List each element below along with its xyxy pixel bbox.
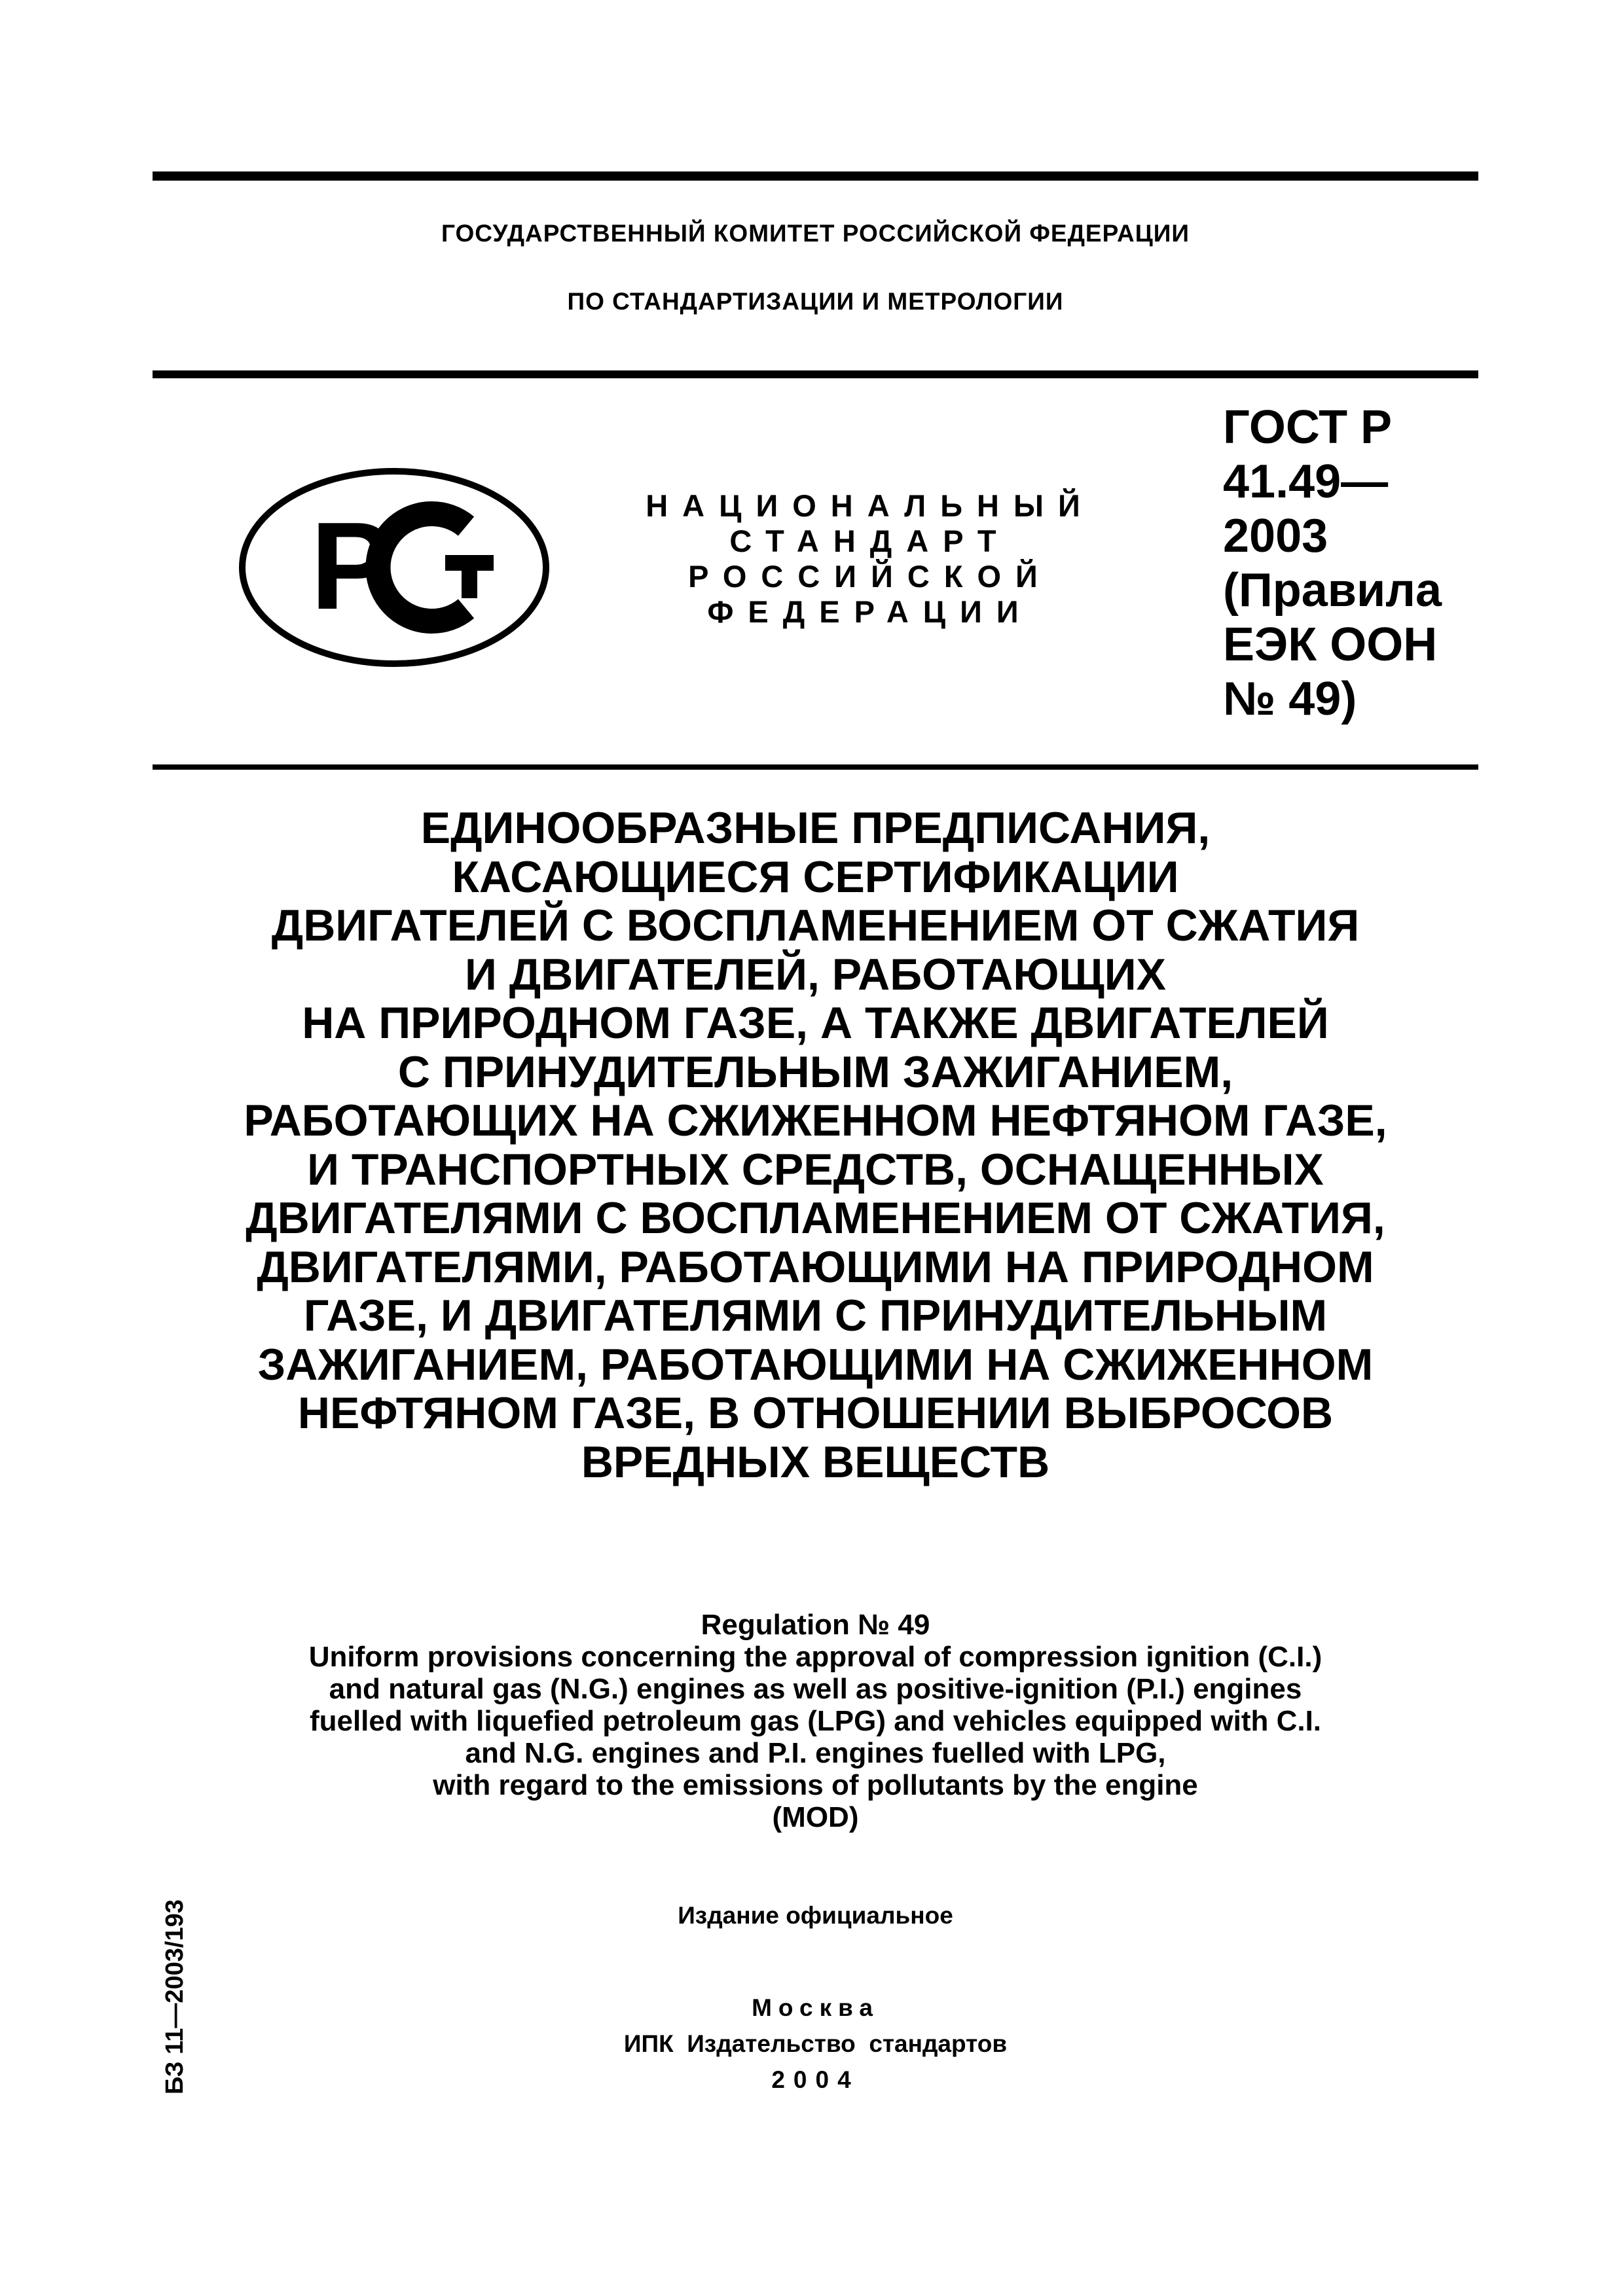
title-line: ЗАЖИГАНИЕМ, РАБОТАЮЩИМИ НА СЖИЖЕННОМ (257, 1339, 1374, 1390)
publisher-block (153, 1990, 1478, 2098)
english-title-line: Uniform provisions concerning the approval of compression ignition (C.I.) (308, 1641, 1322, 1673)
publication-year: 2004 (771, 2066, 860, 2093)
title-line: НА ПРИРОДНОМ ГАЗЕ, А ТАКЖЕ ДВИГАТЕЛЕЙ (302, 998, 1329, 1048)
english-title-line: and N.G. engines and P.I. engines fuelled with LPG, (465, 1737, 1166, 1769)
title-line: КАСАЮЩИЕСЯ СЕРТИФИКАЦИИ (452, 852, 1179, 902)
national-standard-line-4: ФЕДЕРАЦИИ (707, 594, 1033, 629)
designation-line-2: 41.49— (1223, 456, 1389, 508)
english-title-line: and natural gas (N.G.) engines as well as positive-ignition (P.I.) engines (329, 1673, 1302, 1705)
standard-designation (1223, 401, 1485, 726)
document-title-russian (153, 804, 1478, 1486)
title-line: НЕФТЯНОМ ГАЗЕ, В ОТНОШЕНИИ ВЫБРОСОВ (297, 1388, 1334, 1438)
publisher-name: ИПК Издательство стандартов (623, 2030, 1008, 2057)
gost-r-logo (237, 466, 551, 669)
designation-line-3: 2003 (1223, 510, 1328, 562)
national-standard-line-1: НАЦИОНАЛЬНЫЙ (646, 488, 1095, 523)
designation-line-4: (Правила (1223, 564, 1442, 617)
top-rule (153, 171, 1478, 181)
title-line: ДВИГАТЕЛЯМИ С ВОСПЛАМЕНЕНИЕМ ОТ СЖАТИЯ, (246, 1193, 1385, 1243)
org-name-line-1: ГОСУДАРСТВЕННЫЙ КОМИТЕТ РОССИЙСКОЙ ФЕДЕРАЦИИ (441, 220, 1190, 247)
official-edition-label: Издание официальное (678, 1902, 953, 1929)
national-standard-line-2: СТАНДАРТ (729, 524, 1011, 558)
modification-note: (MOD) (772, 1801, 859, 1833)
title-rule (153, 764, 1478, 770)
designation-line-1: ГОСТ Р (1223, 401, 1393, 454)
middle-rule (153, 370, 1478, 378)
title-line: ДВИГАТЕЛЯМИ, РАБОТАЮЩИМИ НА ПРИРОДНОМ (257, 1242, 1374, 1292)
title-line: И ТРАНСПОРТНЫХ СРЕДСТВ, ОСНАЩЕННЫХ (307, 1144, 1324, 1194)
title-line: ГАЗЕ, И ДВИГАТЕЛЯМИ С ПРИНУДИТЕЛЬНЫМ (303, 1291, 1328, 1340)
title-line: РАБОТАЮЩИХ НА СЖИЖЕННОМ НЕФТЯНОМ ГАЗЕ, (244, 1096, 1387, 1145)
english-title-line: fuelled with liquefied petroleum gas (LPG) and vehicles equipped with C.I. (309, 1705, 1322, 1737)
svg-text:P: P (310, 497, 393, 636)
title-line: И ДВИГАТЕЛЕЙ, РАБОТАЮЩИХ (464, 949, 1167, 999)
title-line: ВРЕДНЫХ ВЕЩЕСТВ (581, 1437, 1050, 1487)
document-title-english (153, 1609, 1478, 1833)
english-title-line: with regard to the emissions of pollutants by the engine (433, 1769, 1198, 1801)
regulation-number: Regulation № 49 (701, 1609, 930, 1641)
title-line: ДВИГАТЕЛЕЙ С ВОСПЛАМЕНЕНИЕМ ОТ СЖАТИЯ (271, 901, 1360, 950)
side-code: БЗ 11—2003/193 (161, 1899, 189, 2094)
designation-line-5: ЕЭК ООН (1223, 619, 1438, 671)
national-standard-heading (601, 488, 1139, 630)
national-standard-line-3: РОССИЙСКОЙ (688, 559, 1052, 594)
title-line: ЕДИНООБРАЗНЫЕ ПРЕДПИСАНИЯ, (420, 803, 1211, 853)
publisher-city: Москва (752, 1994, 879, 2021)
designation-line-6: № 49) (1223, 673, 1357, 725)
title-line: С ПРИНУДИТЕЛЬНЫМ ЗАЖИГАНИЕМ, (397, 1047, 1233, 1097)
org-name-line-2: ПО СТАНДАРТИЗАЦИИ И МЕТРОЛОГИИ (567, 288, 1064, 315)
